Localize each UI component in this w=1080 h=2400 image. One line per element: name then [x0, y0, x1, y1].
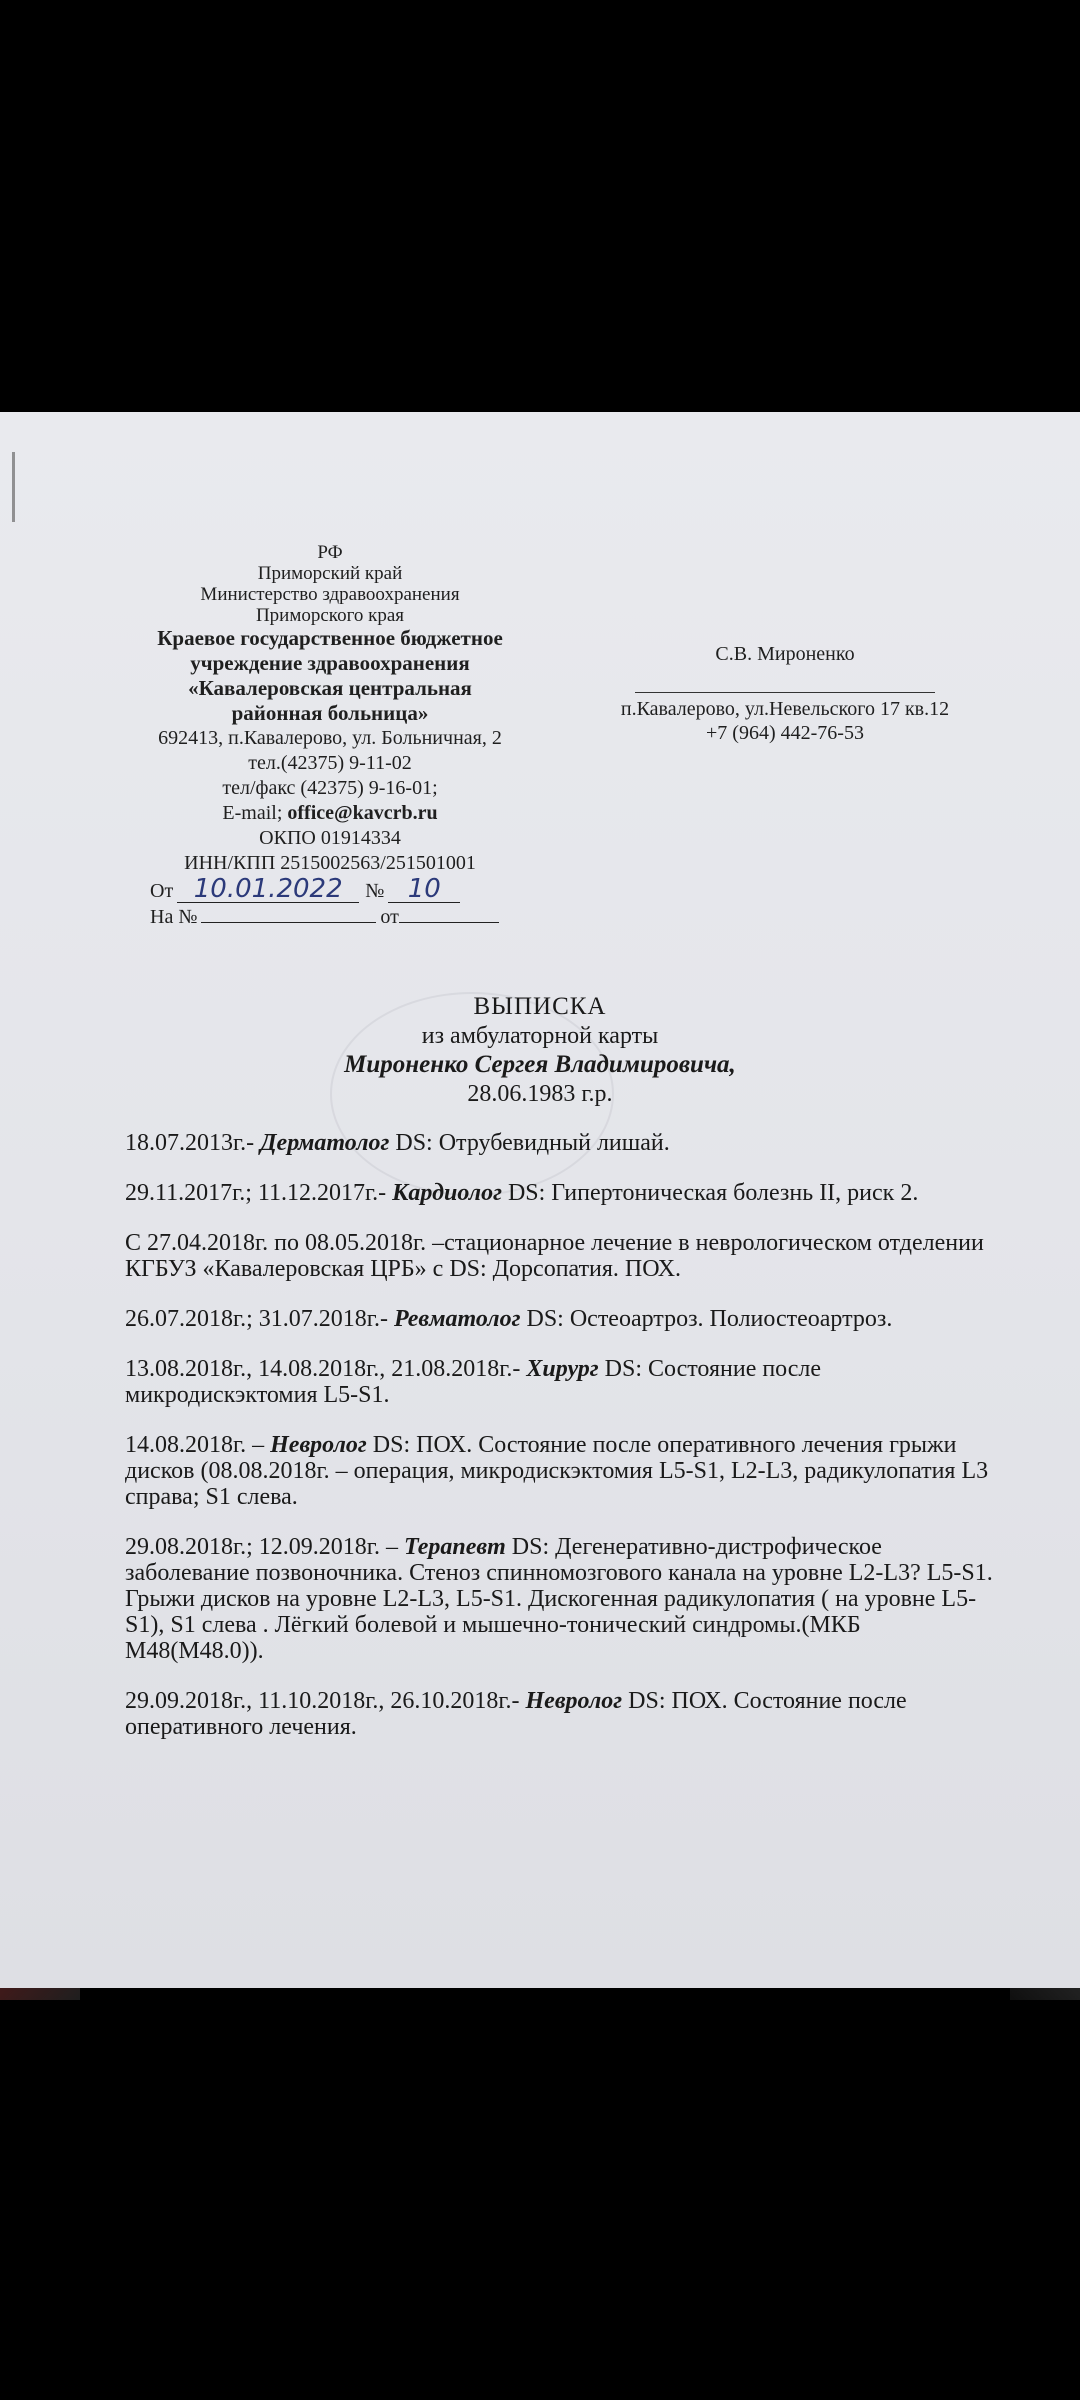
letterhead-region: Приморский край: [257, 563, 403, 584]
org-phone: тел.(42375) 9-11-02: [248, 752, 412, 774]
document-page: [0, 412, 1080, 1988]
org-name-line-2: учреждение здравоохранения: [190, 651, 470, 675]
entry: 26.07.2018г.; 31.07.2018г.- Ревматолог DS: Остеоартроз. Полиостеоартроз.: [125, 1306, 893, 1332]
entry: 13.08.2018г., 14.08.2018г., 21.08.2018г.- Хирург DS: Состояние после микродискэктомия L5-S1.: [125, 1356, 822, 1408]
letterhead-ministry-region: Приморского края: [255, 605, 405, 626]
title-subheading: из амбулаторной карты: [421, 1023, 659, 1049]
email-address: office@kavcrb.ru: [287, 802, 438, 824]
org-fax: тел/факс (42375) 9-16-01;: [222, 777, 438, 799]
outgoing-ref-line: [100, 876, 560, 904]
patient-name: Мироненко Сергея Владимировича,: [344, 1051, 736, 1078]
org-address: 692413, п.Кавалерово, ул. Больничная, 2: [158, 727, 502, 749]
recipient-address: п.Кавалерово, ул.Невельского 17 кв.12: [620, 698, 950, 720]
specialist: Кардиолог: [392, 1180, 502, 1206]
recipient-name: С.В. Мироненко: [715, 643, 855, 665]
to-date-blank: [399, 922, 499, 923]
sender-letterhead: [100, 542, 560, 930]
org-name-line-4: районная больница»: [231, 701, 429, 725]
handwritten-number: 10: [388, 876, 460, 903]
specialist: Невролог: [270, 1432, 367, 1458]
letterhead-ministry: Министерство здравоохранения: [200, 584, 460, 605]
specialist: Невролог: [525, 1688, 623, 1714]
incoming-ref-line: [100, 904, 560, 930]
org-name-line-3: «Кавалеровская центральная: [188, 676, 472, 700]
entry: 29.08.2018г.; 12.09.2018г. – Терапевт DS: Дегенеративно-дистрофическое заболевание позвоночника. Стеноз спинномозгового канала на уровне L2-L3? L5-S1. Грыжи дисков на уровне L2-L3, L5-S1. Дискогенная радикулопатия ( на уровне L5-S1), S1 слева . Лёгкий болевой и мышечно-тонический синдромы.(МКБ М48(М48.0)).: [125, 1534, 993, 1664]
email-label: E-mail;: [222, 802, 288, 824]
handwritten-date: 10.01.2022: [177, 876, 359, 903]
number-label: №: [365, 880, 385, 902]
patient-dob: 28.06.1983 г.р.: [467, 1081, 613, 1107]
entry: 29.11.2017г.; 11.12.2017г.- Кардиолог DS: Гипертоническая болезнь II, риск 2.: [125, 1180, 919, 1206]
paper-crease: [12, 452, 15, 522]
specialist: Хирург: [526, 1356, 599, 1382]
from-label: От: [150, 880, 174, 902]
to-from-label: от: [380, 906, 399, 928]
entry: 18.07.2013г.- Дерматолог DS: Отрубевидный лишай.: [125, 1130, 670, 1156]
recipient-block: [575, 642, 995, 745]
recipient-phone: +7 (964) 442-76-53: [706, 722, 864, 744]
document-title: [0, 992, 1080, 1108]
specialist: Ревматолог: [393, 1306, 521, 1332]
org-email-line: [100, 801, 560, 826]
letterhead-country: РФ: [317, 542, 343, 563]
entry: 14.08.2018г. – Невролог DS: ПОХ. Состояние после оперативного лечения грыжи дисков (08.08.2018г. – операция, микродискэктомия L5-S1, L2-L3, радикулопатия L3 справа; S1 слева.: [125, 1432, 989, 1510]
org-okpo: ОКПО 01914334: [259, 827, 401, 849]
entry: 29.09.2018г., 11.10.2018г., 26.10.2018г.- Невролог DS: ПОХ. Состояние после оперативного лечения.: [125, 1688, 907, 1740]
specialist: Терапевт: [403, 1534, 506, 1560]
to-label: На №: [150, 906, 198, 928]
to-number-blank: [201, 922, 376, 923]
medical-entries-list: [125, 1130, 1005, 1764]
recipient-rule: [635, 692, 935, 693]
specialist: Дерматолог: [260, 1130, 390, 1156]
org-inn: ИНН/КПП 2515002563/251501001: [184, 852, 476, 874]
entry: С 27.04.2018г. по 08.05.2018г. –стационарное лечение в неврологическом отделении КГБУЗ «Кавалеровская ЦРБ» с DS: Дорсопатия. ПОХ.: [125, 1230, 984, 1282]
org-name-line-1: Краевое государственное бюджетное: [157, 626, 503, 650]
title-heading: ВЫПИСКА: [473, 993, 607, 1020]
